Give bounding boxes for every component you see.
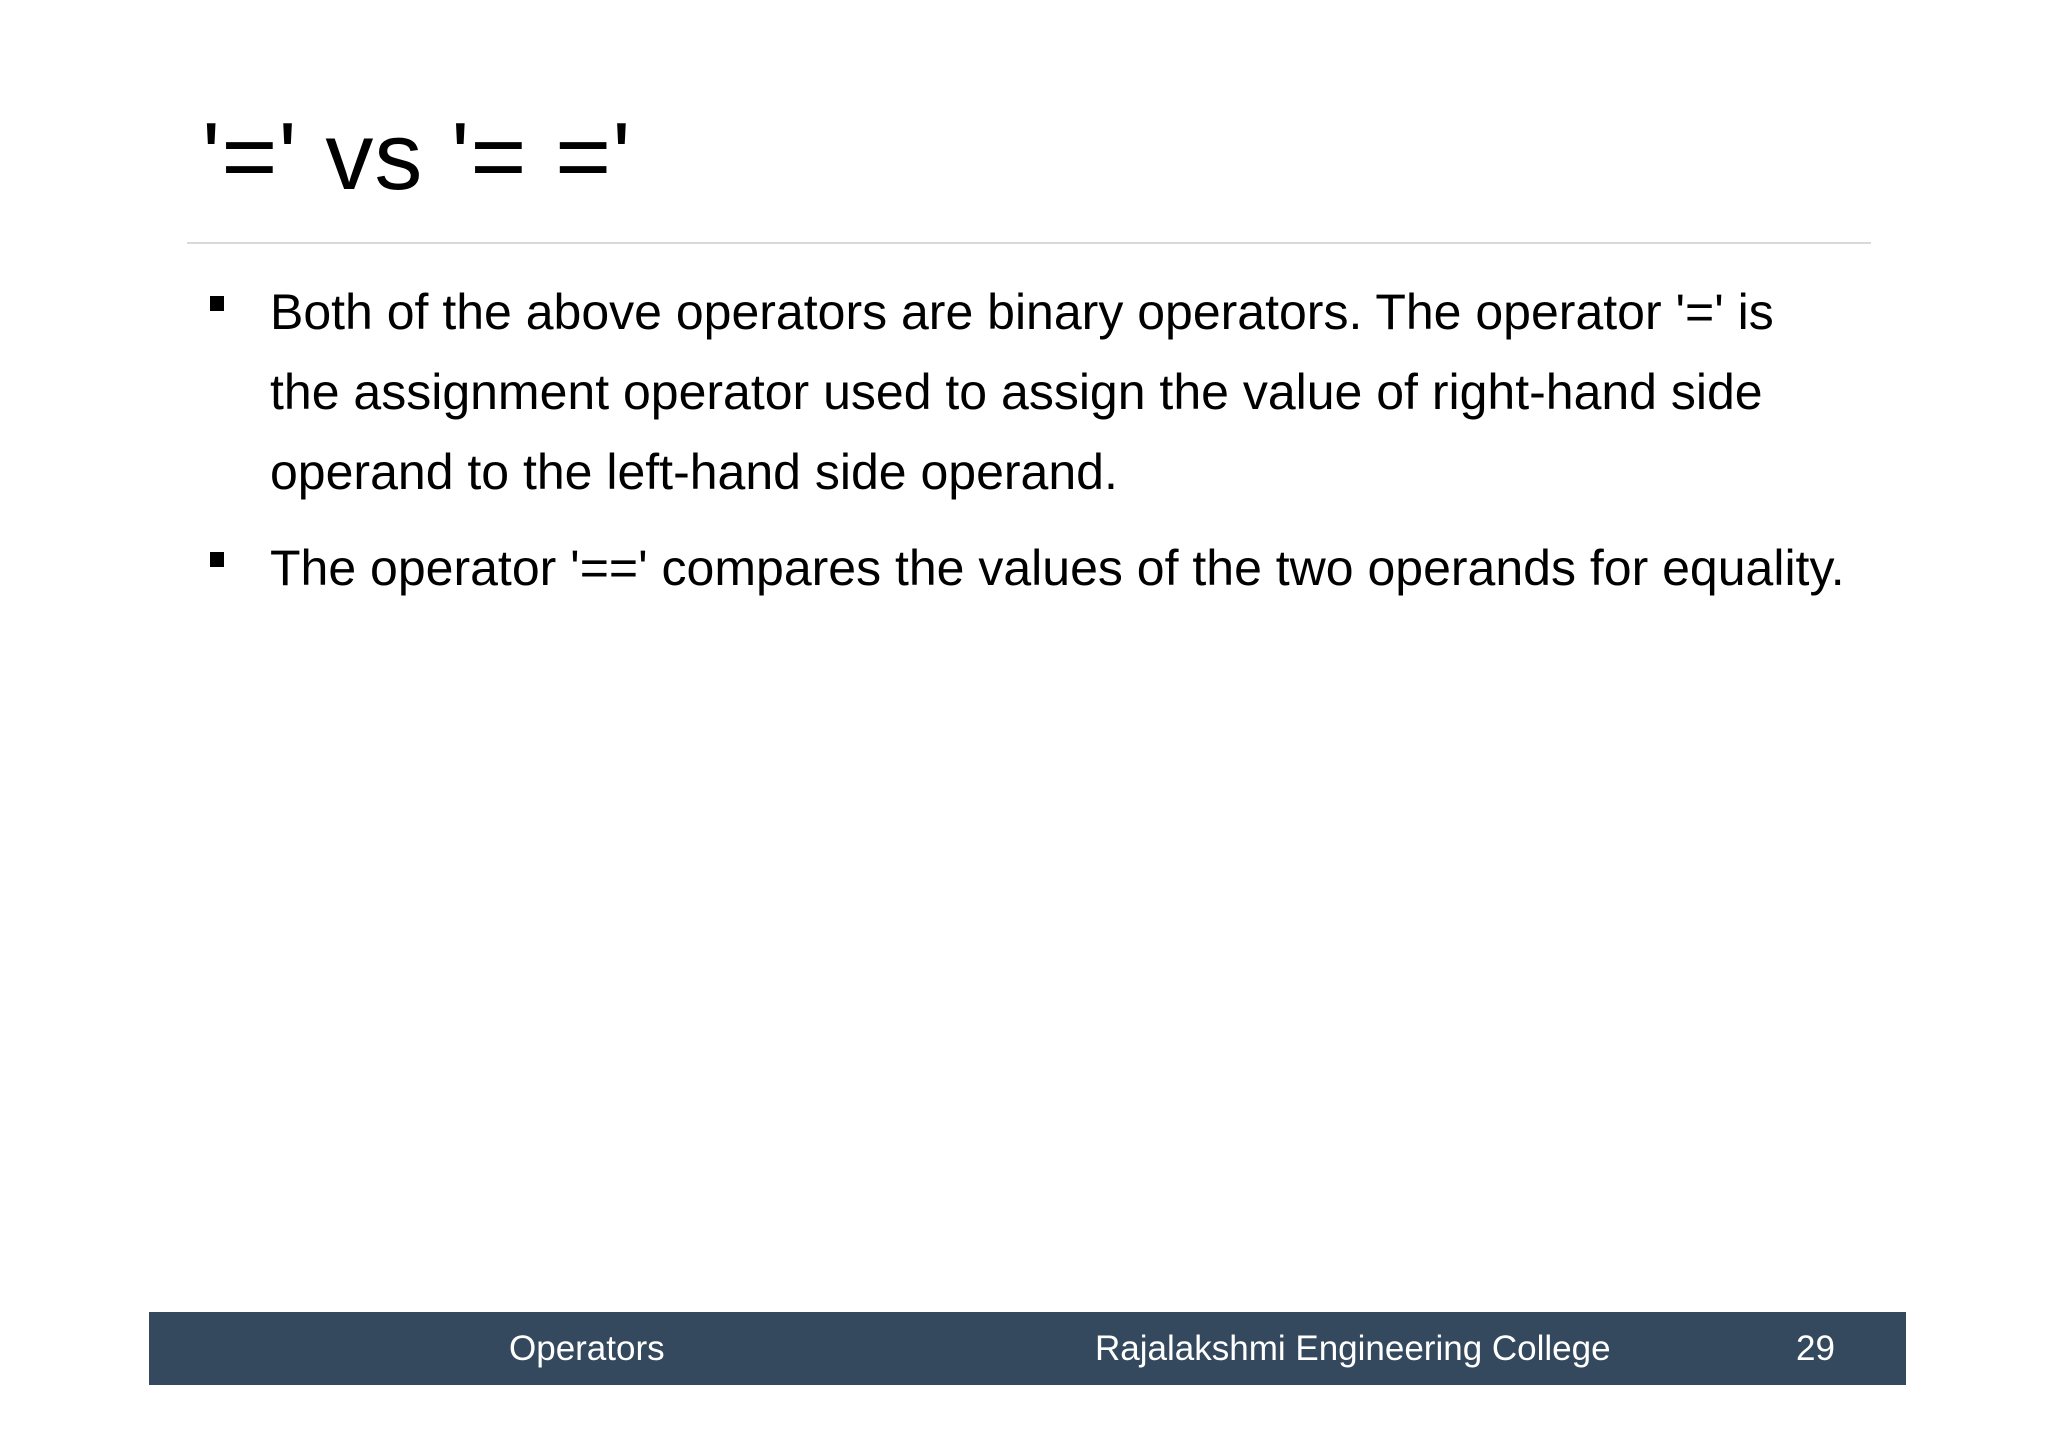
footer-topic: Operators — [509, 1329, 665, 1368]
bullet-item — [200, 528, 1850, 608]
square-bullet-icon — [210, 552, 224, 567]
slide-title: '=' vs '= =' — [202, 103, 632, 210]
bullet-text: The operator '==' compares the values of the two operands for equality. — [270, 540, 1845, 596]
bullet-item — [200, 272, 1850, 512]
footer-page-number: 29 — [1796, 1329, 1835, 1368]
footer-institution: Rajalakshmi Engineering College — [1095, 1329, 1611, 1368]
footer-bar — [149, 1312, 1906, 1385]
square-bullet-icon — [210, 296, 224, 311]
title-divider — [187, 242, 1871, 244]
bullet-list — [200, 272, 1850, 624]
bullet-text: Both of the above operators are binary operators. The operator '=' is the assignment operator used to assign the value of right-hand side operand to the left-hand side operand. — [270, 284, 1774, 500]
